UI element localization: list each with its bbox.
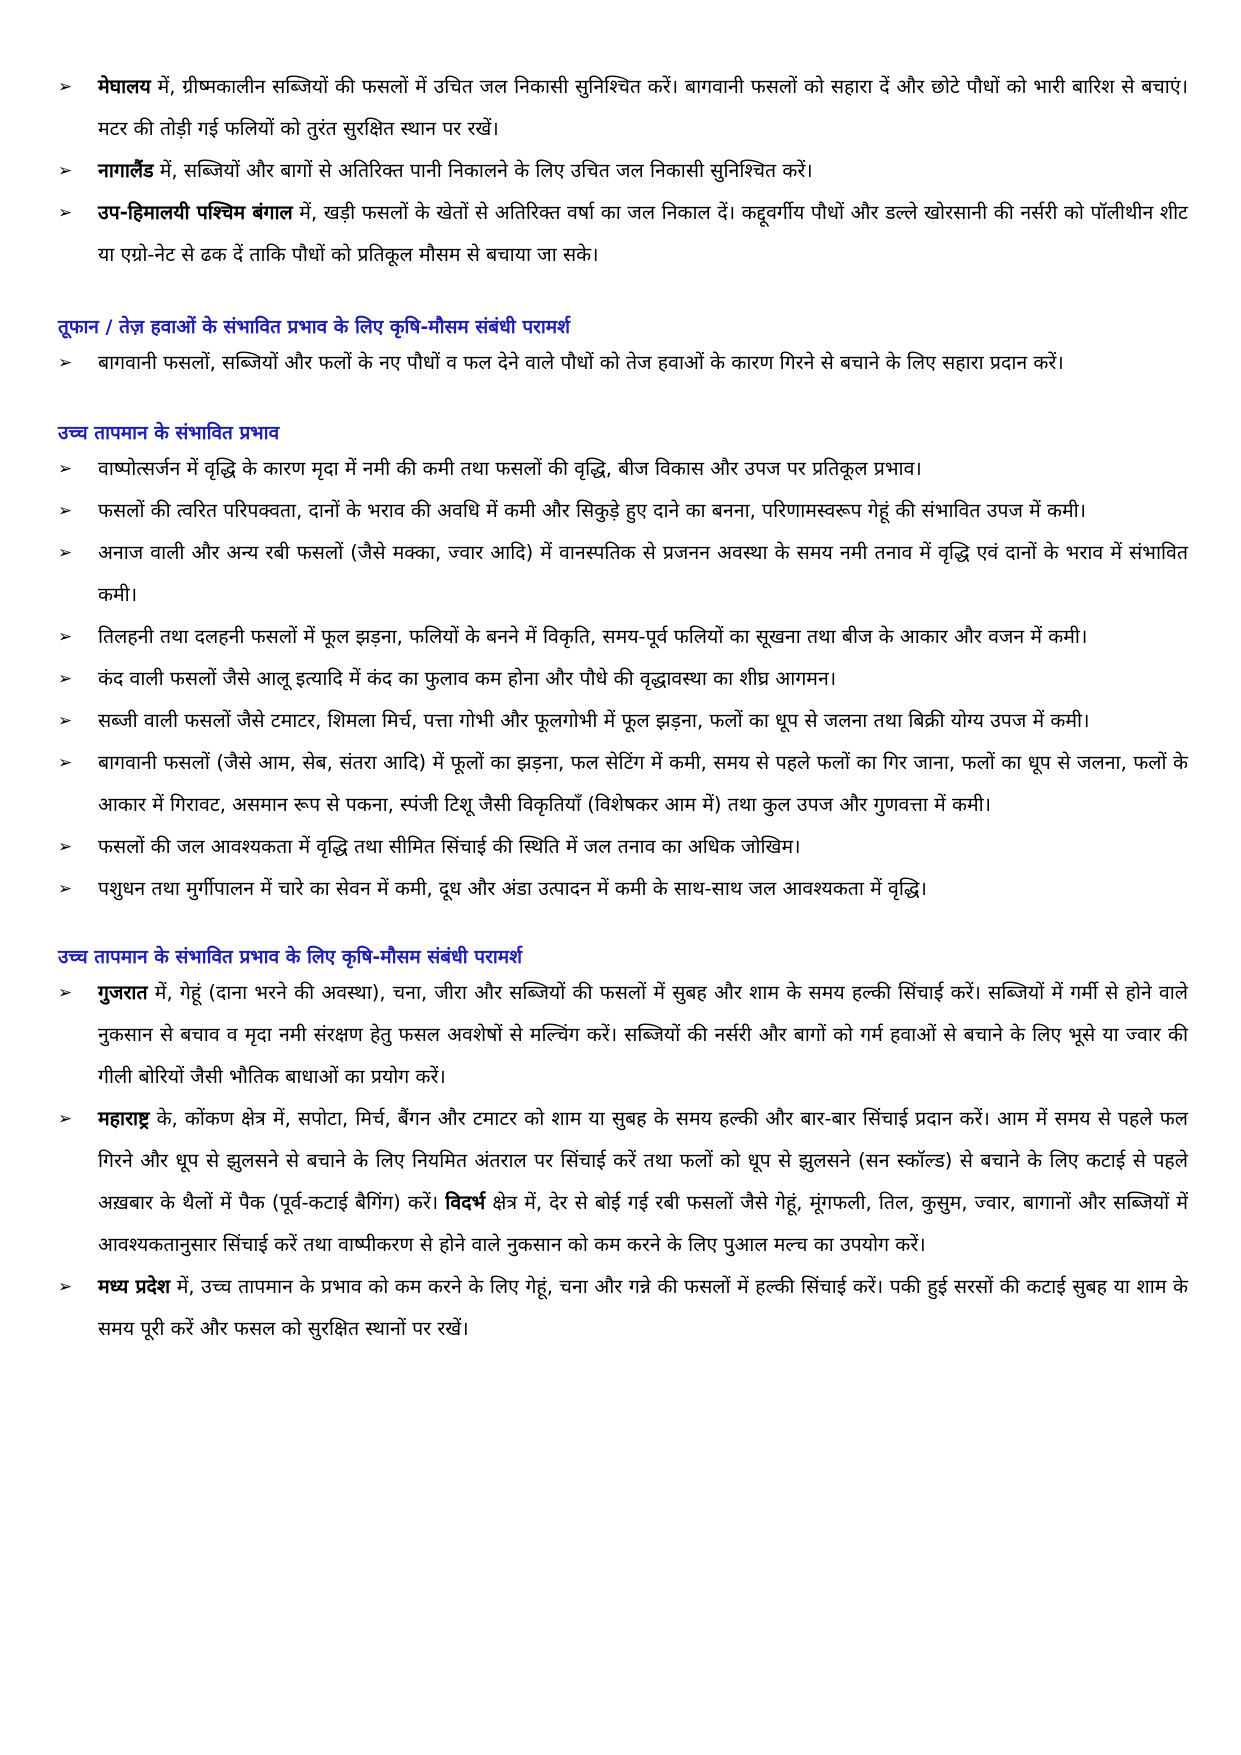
- item-text: बागवानी फसलों (जैसे आम, सेब, संतरा आदि) में फूलों का झड़ना, फल सेटिंग में कमी, समय से पहले फलों का गिर जाना, फलों का धूप से जलना, फलों के आकार में गिरावट, असमान रूप से पकना, स्पंजी टिशू जैसी विकृतियाँ (विशेषकर आम में) तथा कुल उपज और गुणवत्ता में कमी।: [98, 751, 1188, 816]
- arrow-bullet-icon: ➢: [58, 1109, 73, 1129]
- item-text: पशुधन तथा मुर्गीपालन में चारे का सेवन में कमी, दूध और अंडा उत्पादन में कमी के साथ-साथ जल आवश्यकता में वृद्धि।: [98, 877, 927, 900]
- item-text: में, ग्रीष्मकालीन सब्जियों की फसलों में उचित जल निकासी सुनिश्चित करें। बागवानी फसलों को सहारा दें और छोटे पौधों को भारी बारिश से बचाएं। मटर की तोड़ी गई फलियों को तुरंत सुरक्षित स्थान पर रखें।: [98, 75, 1188, 140]
- item-text: में, खड़ी फसलों के खेतों से अतिरिक्त वर्षा का जल निकाल दें। कद्दूवर्गीय पौधों और डल्ले खोरसानी की नर्सरी को पॉलीथीन शीट या एग्रो-नेट से ढक दें ताकि पौधों को प्रतिकूल मौसम से बचाया जा सके।: [98, 201, 1188, 266]
- arrow-bullet-icon: ➢: [58, 353, 73, 373]
- list-item: [58, 192, 1188, 276]
- item-text: कंद वाली फसलों जैसे आलू इत्यादि में कंद का फुलाव कम होना और पौधे की वृद्धावस्था का शीघ्र आगमन।: [98, 667, 837, 690]
- region-name: विदर्भ: [445, 1191, 486, 1214]
- arrow-bullet-icon: ➢: [58, 879, 73, 899]
- arrow-bullet-icon: ➢: [58, 753, 73, 773]
- arrow-bullet-icon: ➢: [58, 1277, 73, 1297]
- region-name: गुजरात: [98, 981, 148, 1004]
- list-item: [58, 616, 1188, 658]
- item-text: अनाज वाली और अन्य रबी फसलों (जैसे मक्का, ज्वार आदि) में वानस्पतिक से प्रजनन अवस्था के समय नमी तनाव में वृद्धि एवं दानों के भराव में संभावित कमी।: [98, 541, 1188, 606]
- arrow-bullet-icon: ➢: [58, 77, 73, 97]
- item-text: क्षेत्र में, देर से बोई गई रबी फसलों जैसे गेहूं, मूंगफली, तिल, कुसुम, ज्वार, बागानों और सब्जियों में आवश्यकतानुसार सिंचाई करें तथा वाष्पीकरण से होने वाले नुकसान को कम करने के लिए पुआल मल्च का उपयोग करें।: [98, 1191, 1188, 1256]
- list-item: [58, 1098, 1188, 1266]
- list-item: [58, 972, 1188, 1098]
- item-text: वाष्पोत्सर्जन में वृद्धि के कारण मृदा में नमी की कमी तथा फसलों की वृद्धि, बीज विकास और उपज पर प्रतिकूल प्रभाव।: [98, 457, 922, 480]
- item-text: सब्जी वाली फसलों जैसे टमाटर, शिमला मिर्च, पत्ता गोभी और फूलगोभी में फूल झड़ना, फलों का धूप से जलना तथा बिक्री योग्य उपज में कमी।: [98, 709, 1090, 732]
- section-heading-high-temp-advisory: उच्च तापमान के संभावित प्रभाव के लिए कृषि-मौसम संबंधी परामर्श: [58, 946, 523, 968]
- storm-advisory-list: [58, 342, 1188, 384]
- arrow-bullet-icon: ➢: [58, 669, 73, 689]
- section-heading-storm: तूफान / तेज़ हवाओं के संभावित प्रभाव के लिए कृषि-मौसम संबंधी परामर्श: [58, 316, 571, 338]
- list-item: [58, 342, 1188, 384]
- section-heading-high-temp-impact: उच्च तापमान के संभावित प्रभाव: [58, 422, 280, 444]
- arrow-bullet-icon: ➢: [58, 459, 73, 479]
- regional-advisory-list: [58, 66, 1188, 276]
- arrow-bullet-icon: ➢: [58, 983, 73, 1003]
- item-text: तिलहनी तथा दलहनी फसलों में फूल झड़ना, फलियों के बनने में विकृति, समय-पूर्व फलियों का सूखना तथा बीज के आकार और वजन में कमी।: [98, 625, 1088, 648]
- arrow-bullet-icon: ➢: [58, 837, 73, 857]
- list-item: [58, 826, 1188, 868]
- list-item: [58, 700, 1188, 742]
- arrow-bullet-icon: ➢: [58, 543, 73, 563]
- item-text: में, गेहूं (दाना भरने की अवस्था), चना, जीरा और सब्जियों की फसलों में सुबह और शाम के समय हल्की सिंचाई करें। सब्जियों में गर्मी से होने वाले नुकसान से बचाव व मृदा नमी संरक्षण हेतु फसल अवशेषों से मल्चिंग करें। सब्जियों की नर्सरी और बागों को गर्म हवाओं से बचाने के लिए भूसे या ज्वार की गीली बोरियों जैसी भौतिक बाधाओं का प्रयोग करें।: [98, 981, 1188, 1088]
- high-temp-advisory-list: [58, 972, 1188, 1350]
- item-text: फसलों की जल आवश्यकता में वृद्धि तथा सीमित सिंचाई की स्थिति में जल तनाव का अधिक जोखिम।: [98, 835, 801, 858]
- item-text: में, सब्जियों और बागों से अतिरिक्त पानी निकालने के लिए उचित जल निकासी सुनिश्चित करें।: [153, 159, 813, 182]
- arrow-bullet-icon: ➢: [58, 711, 73, 731]
- list-item: [58, 490, 1188, 532]
- item-text: बागवानी फसलों, सब्जियों और फलों के नए पौधों व फल देने वाले पौधों को तेज हवाओं के कारण गिरने से बचाने के लिए सहारा प्रदान करें।: [98, 351, 1064, 374]
- region-name: महाराष्ट्र: [98, 1107, 150, 1130]
- list-item: [58, 742, 1188, 826]
- arrow-bullet-icon: ➢: [58, 203, 73, 223]
- region-name: मेघालय: [98, 75, 151, 98]
- list-item: [58, 532, 1188, 616]
- item-text: में, उच्च तापमान के प्रभाव को कम करने के लिए गेहूं, चना और गन्ने की फसलों में हल्की सिंचाई करें। पकी हुई सरसों की कटाई सुबह या शाम के समय पूरी करें और फसल को सुरक्षित स्थानों पर रखें।: [98, 1275, 1189, 1340]
- arrow-bullet-icon: ➢: [58, 161, 73, 181]
- list-item: [58, 868, 1188, 910]
- list-item: [58, 1266, 1188, 1350]
- item-text: के, कोंकण क्षेत्र में, सपोटा, मिर्च, बैंगन और टमाटर को शाम या सुबह के समय हल्की और बार-बार सिंचाई प्रदान करें। आम में समय से पहले फल गिरने और धूप से झुलसने से बचाने के लिए नियमित अंतराल पर सिंचाई करें तथा फलों को धूप से झुलसने (सन स्कॉल्ड) से बचाने के लिए कटाई से पहले अख़बार के थैलों में पैक (पूर्व-कटाई बैगिंग) करें।: [98, 1107, 1188, 1214]
- list-item: [58, 448, 1188, 490]
- list-item: [58, 150, 1188, 192]
- arrow-bullet-icon: ➢: [58, 627, 73, 647]
- region-name: नागालैंड: [98, 159, 154, 182]
- item-text: फसलों की त्वरित परिपक्वता, दानों के भराव की अवधि में कमी और सिकुड़े हुए दाने का बनना, परिणामस्वरूप गेहूं की संभावित उपज में कमी।: [98, 499, 1087, 522]
- list-item: [58, 658, 1188, 700]
- document-page: [58, 66, 1188, 1350]
- region-name: उप-हिमालयी पश्चिम बंगाल: [98, 201, 293, 224]
- high-temp-impact-list: [58, 448, 1188, 910]
- list-item: [58, 66, 1188, 150]
- region-name: मध्य प्रदेश: [98, 1275, 171, 1298]
- arrow-bullet-icon: ➢: [58, 501, 73, 521]
